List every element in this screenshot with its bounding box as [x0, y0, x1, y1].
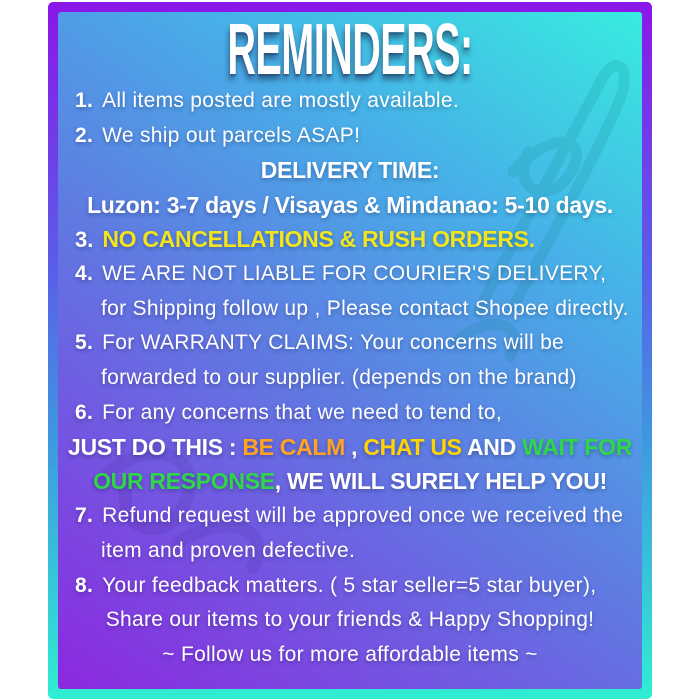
reminder-text: CHAT US	[363, 433, 462, 460]
reminders-poster	[58, 12, 642, 689]
item-number: 8.	[75, 573, 94, 597]
item-number: 7.	[75, 504, 94, 528]
item-number: 4.	[75, 262, 94, 286]
reminder-line	[58, 430, 642, 465]
reminder-line	[58, 568, 642, 603]
reminder-text: NO CANCELLATIONS & RUSH ORDERS.	[102, 226, 535, 253]
reminder-text: AND	[461, 433, 522, 460]
reminder-text: OUR RESPONSE	[93, 468, 275, 495]
reminder-line	[58, 499, 642, 534]
reminder-line	[58, 292, 642, 327]
reminder-line	[58, 222, 642, 257]
reminder-text: ~ Follow us for more affordable items ~	[162, 642, 538, 666]
reminder-text: For WARRANTY CLAIMS: Your concerns will be	[102, 331, 565, 355]
item-number: 2.	[75, 123, 94, 147]
title-row	[58, 12, 642, 90]
reminder-text: BE CALM	[242, 433, 346, 460]
item-number: 1.	[75, 89, 94, 113]
reminder-text: for Shipping follow up , Please contact Shopee directly.	[101, 296, 629, 320]
reminder-text: We ship out parcels ASAP!	[102, 123, 361, 147]
item-number: 3.	[75, 226, 94, 252]
reminder-text: WAIT FOR	[522, 433, 633, 460]
reminder-line	[58, 119, 642, 154]
reminder-text: Refund request will be approved once we received the	[102, 504, 624, 528]
item-number: 5.	[75, 331, 94, 355]
reminder-line	[58, 603, 642, 638]
reminder-text: JUST DO THIS :	[67, 433, 243, 460]
reminder-text: All items posted are mostly available.	[102, 89, 460, 113]
reminder-line	[58, 326, 642, 361]
item-number: 6.	[75, 400, 94, 424]
reminder-text: forwarded to our supplier. (depends on the brand)	[101, 366, 577, 390]
reminder-line	[58, 638, 642, 673]
reminder-line	[58, 188, 642, 223]
reminder-line	[58, 257, 642, 292]
reminder-text: Luzon: 3-7 days / Visayas & Mindanao: 5-10 days.	[87, 191, 613, 218]
reminder-text: item and proven defective.	[101, 539, 356, 563]
poster-title: REMINDERS:	[227, 12, 473, 90]
reminder-text: For any concerns that we need to tend to,	[102, 400, 502, 424]
reminder-text: WE ARE NOT LIABLE FOR COURIER'S DELIVERY,	[102, 262, 607, 286]
reminder-line	[58, 361, 642, 396]
reminder-text: Your feedback matters. ( 5 star seller=5 star buyer),	[102, 573, 597, 597]
reminder-line	[58, 84, 642, 119]
reminder-line	[58, 465, 642, 500]
reminder-text: , WE WILL SURELY HELP YOU!	[274, 468, 607, 495]
reminder-text: DELIVERY TIME:	[260, 156, 440, 183]
reminder-line	[58, 395, 642, 430]
poster-frame	[48, 2, 652, 699]
reminder-text: ,	[345, 433, 364, 460]
reminder-list	[58, 84, 642, 672]
reminder-line	[58, 153, 642, 188]
reminder-text: Share our items to your friends & Happy Shopping!	[105, 608, 595, 632]
reminder-line	[58, 534, 642, 569]
